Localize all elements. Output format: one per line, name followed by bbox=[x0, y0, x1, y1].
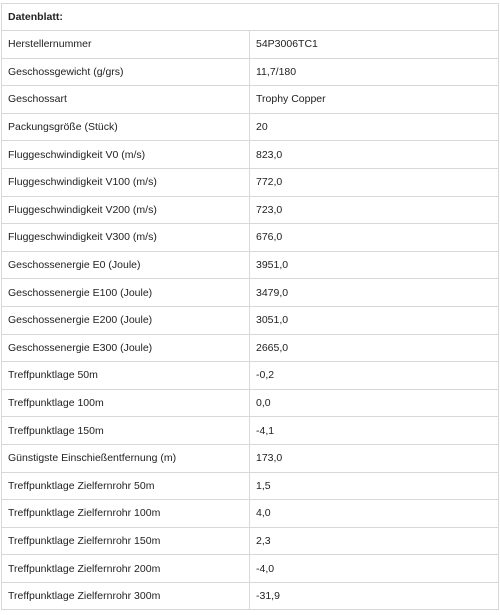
row-label: Günstigste Einschießentfernung (m) bbox=[2, 444, 250, 472]
table-row bbox=[2, 555, 499, 583]
row-value: -4,0 bbox=[250, 555, 499, 583]
row-label: Herstellernummer bbox=[2, 31, 250, 59]
datasheet bbox=[1, 3, 498, 610]
row-value: 676,0 bbox=[250, 224, 499, 252]
table-row bbox=[2, 86, 499, 114]
table-row bbox=[2, 472, 499, 500]
row-value: 20 bbox=[250, 113, 499, 141]
table-row bbox=[2, 334, 499, 362]
row-value: 173,0 bbox=[250, 444, 499, 472]
row-label: Geschossenergie E300 (Joule) bbox=[2, 334, 250, 362]
row-value: Trophy Copper bbox=[250, 86, 499, 114]
table-header-row bbox=[2, 4, 499, 31]
row-value: 54P3006TC1 bbox=[250, 31, 499, 59]
row-value: 2665,0 bbox=[250, 334, 499, 362]
table-row bbox=[2, 389, 499, 417]
table-row bbox=[2, 582, 499, 610]
row-label: Treffpunktlage Zielfernrohr 100m bbox=[2, 500, 250, 528]
row-label: Treffpunktlage 150m bbox=[2, 417, 250, 445]
row-label: Fluggeschwindigkeit V200 (m/s) bbox=[2, 196, 250, 224]
table-row bbox=[2, 224, 499, 252]
row-value: -0,2 bbox=[250, 362, 499, 390]
table-row bbox=[2, 141, 499, 169]
row-value: 1,5 bbox=[250, 472, 499, 500]
table-header: Datenblatt: bbox=[2, 4, 499, 31]
table-row bbox=[2, 279, 499, 307]
table-row bbox=[2, 168, 499, 196]
row-value: 3051,0 bbox=[250, 306, 499, 334]
row-label: Fluggeschwindigkeit V0 (m/s) bbox=[2, 141, 250, 169]
row-value: 723,0 bbox=[250, 196, 499, 224]
table-row bbox=[2, 306, 499, 334]
row-label: Fluggeschwindigkeit V300 (m/s) bbox=[2, 224, 250, 252]
row-label: Treffpunktlage Zielfernrohr 50m bbox=[2, 472, 250, 500]
row-label: Treffpunktlage Zielfernrohr 200m bbox=[2, 555, 250, 583]
row-label: Geschossenergie E200 (Joule) bbox=[2, 306, 250, 334]
table-row bbox=[2, 444, 499, 472]
table-row bbox=[2, 417, 499, 445]
row-value: 2,3 bbox=[250, 527, 499, 555]
row-value: 0,0 bbox=[250, 389, 499, 417]
row-value: 11,7/180 bbox=[250, 58, 499, 86]
row-label: Treffpunktlage 50m bbox=[2, 362, 250, 390]
row-label: Packungsgröße (Stück) bbox=[2, 113, 250, 141]
table-row bbox=[2, 196, 499, 224]
row-label: Treffpunktlage Zielfernrohr 300m bbox=[2, 582, 250, 610]
row-value: -4,1 bbox=[250, 417, 499, 445]
table-body bbox=[2, 31, 499, 610]
row-value: 4,0 bbox=[250, 500, 499, 528]
table-row bbox=[2, 362, 499, 390]
row-value: 772,0 bbox=[250, 168, 499, 196]
row-label: Geschossenergie E100 (Joule) bbox=[2, 279, 250, 307]
row-label: Treffpunktlage 100m bbox=[2, 389, 250, 417]
table-row bbox=[2, 58, 499, 86]
table-row bbox=[2, 113, 499, 141]
row-label: Fluggeschwindigkeit V100 (m/s) bbox=[2, 168, 250, 196]
table-row bbox=[2, 500, 499, 528]
row-value: -31,9 bbox=[250, 582, 499, 610]
table-row bbox=[2, 527, 499, 555]
table-row bbox=[2, 251, 499, 279]
row-value: 823,0 bbox=[250, 141, 499, 169]
row-label: Treffpunktlage Zielfernrohr 150m bbox=[2, 527, 250, 555]
row-value: 3951,0 bbox=[250, 251, 499, 279]
table-row bbox=[2, 31, 499, 59]
datasheet-table bbox=[1, 3, 499, 610]
row-label: Geschossart bbox=[2, 86, 250, 114]
row-label: Geschossenergie E0 (Joule) bbox=[2, 251, 250, 279]
row-value: 3479,0 bbox=[250, 279, 499, 307]
row-label: Geschossgewicht (g/grs) bbox=[2, 58, 250, 86]
